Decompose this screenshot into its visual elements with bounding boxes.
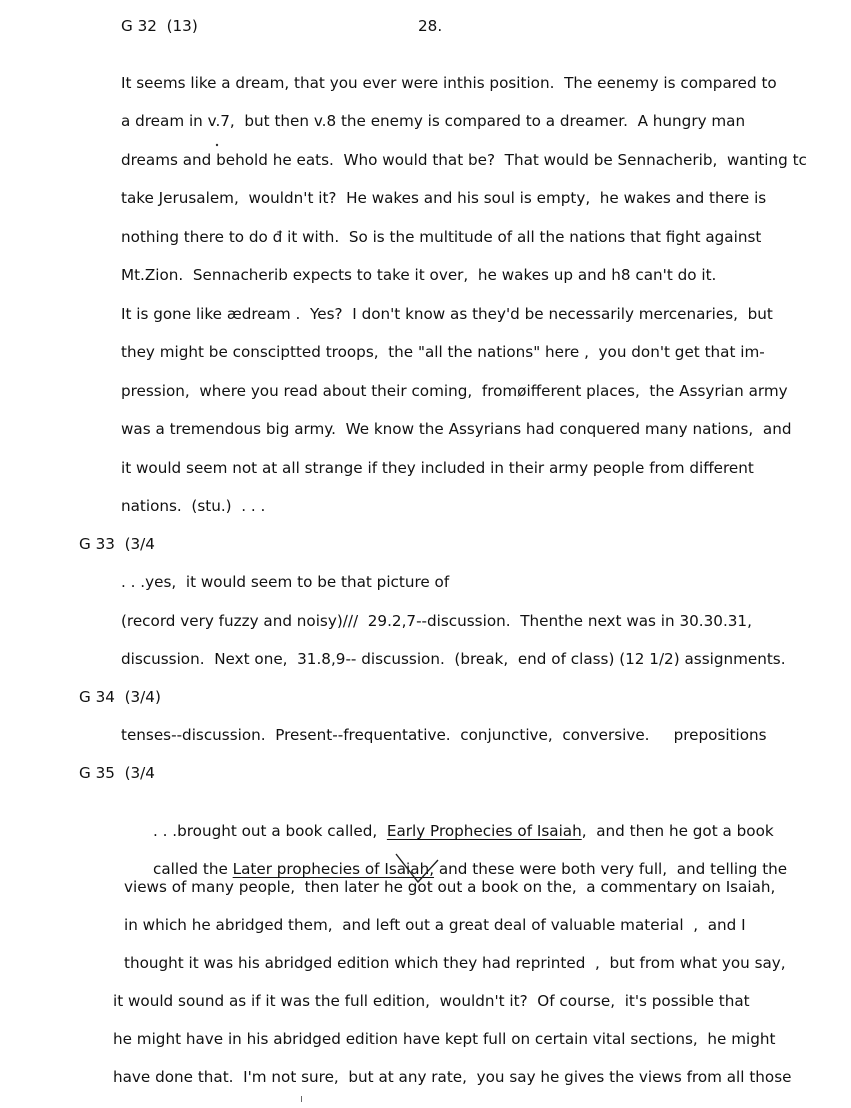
- ink-speck: [215, 143, 219, 147]
- text-line: discussion. Next one, 31.8,9-- discussion. (break, end of class) (12 1/2) assignments.: [121, 650, 786, 668]
- text-line: pression, where you read about their coming, fromøifferent places, the Assyrian army: [121, 382, 788, 400]
- text-line: . . .yes, it would seem to be that picture of: [121, 573, 450, 591]
- book-title-early-prophecies: Early Prophecies of Isaiah: [386, 822, 582, 840]
- text-line: dreams and behold he eats. Who would that be? That would be Sennacherib, wanting tc: [121, 151, 807, 169]
- text-line: views of many people, then later he got out a book on the, a commentary on Isaiah,: [124, 878, 776, 896]
- text-line: nations. (stu.) . . .: [121, 497, 266, 515]
- text-line: It seems like a dream, that you ever were inthis position. The eenemy is compared to: [121, 74, 777, 92]
- text-line: Mt.Zion. Sennacherib expects to take it over, he wakes up and h8 can't do it.: [121, 266, 717, 284]
- text-line: have done that. I'm not sure, but at any rate, you say he gives the views from all those: [113, 1068, 792, 1086]
- page-number: 28.: [418, 17, 443, 35]
- text-line: they might be consciptted troops, the "all the nations" here , you don't get that im-: [121, 343, 765, 361]
- text-segment: called the: [152, 860, 233, 878]
- text-line: a dream in v.7, but then v.8 the enemy is compared to a dreamer. A hungry man: [121, 112, 746, 130]
- section-label-g33: G 33 (3/4: [79, 535, 155, 553]
- text-line: thought it was his abridged edition which they had reprinted , but from what you say,: [124, 954, 786, 972]
- text-line: tenses--discussion. Present--frequentative. conjunctive, conversive. prepositions: [121, 726, 767, 744]
- text-line: it would seem not at all strange if they included in their army people from different: [121, 459, 754, 477]
- section-code-g32: G 32 (13): [121, 17, 198, 35]
- ink-speck: [300, 1096, 304, 1102]
- handwritten-caret-mark: [392, 852, 452, 892]
- text-segment: , and then he got a book: [581, 822, 774, 840]
- text-line: was a tremendous big army. We know the Assyrians had conquered many nations, and: [121, 420, 792, 438]
- book-title-later-prophecies: Later prophecies of Isaiah,: [232, 860, 435, 878]
- text-segment: and these were both very full, and telling the: [434, 860, 788, 878]
- text-line: it would sound as if it was the full edition, wouldn't it? Of course, it's possible that: [113, 992, 750, 1010]
- text-line: in which he abridged them, and left out a great deal of valuable material , and I: [124, 916, 746, 934]
- text-line: (record very fuzzy and noisy)∕∕/ 29.2,7--discussion. Thenthe next was in 30.30.31,: [121, 612, 752, 630]
- text-line: nothing there to do đ it with. So is the multitude of all the nations that fight against: [121, 228, 762, 246]
- text-line: he might have in his abridged edition have kept full on certain vital sections, he might: [113, 1030, 776, 1048]
- text-line: take Jerusalem, wouldn't it? He wakes and his soul is empty, he wakes and there is: [121, 189, 767, 207]
- text-segment: . . .brought out a book called,: [152, 822, 387, 840]
- text-line: It is gone like ædream . Yes? I don't know as they'd be necessarily mercenaries, but: [121, 305, 773, 323]
- section-label-g35: G 35 (3/4: [79, 764, 155, 782]
- section-label-g34: G 34 (3/4): [79, 688, 161, 706]
